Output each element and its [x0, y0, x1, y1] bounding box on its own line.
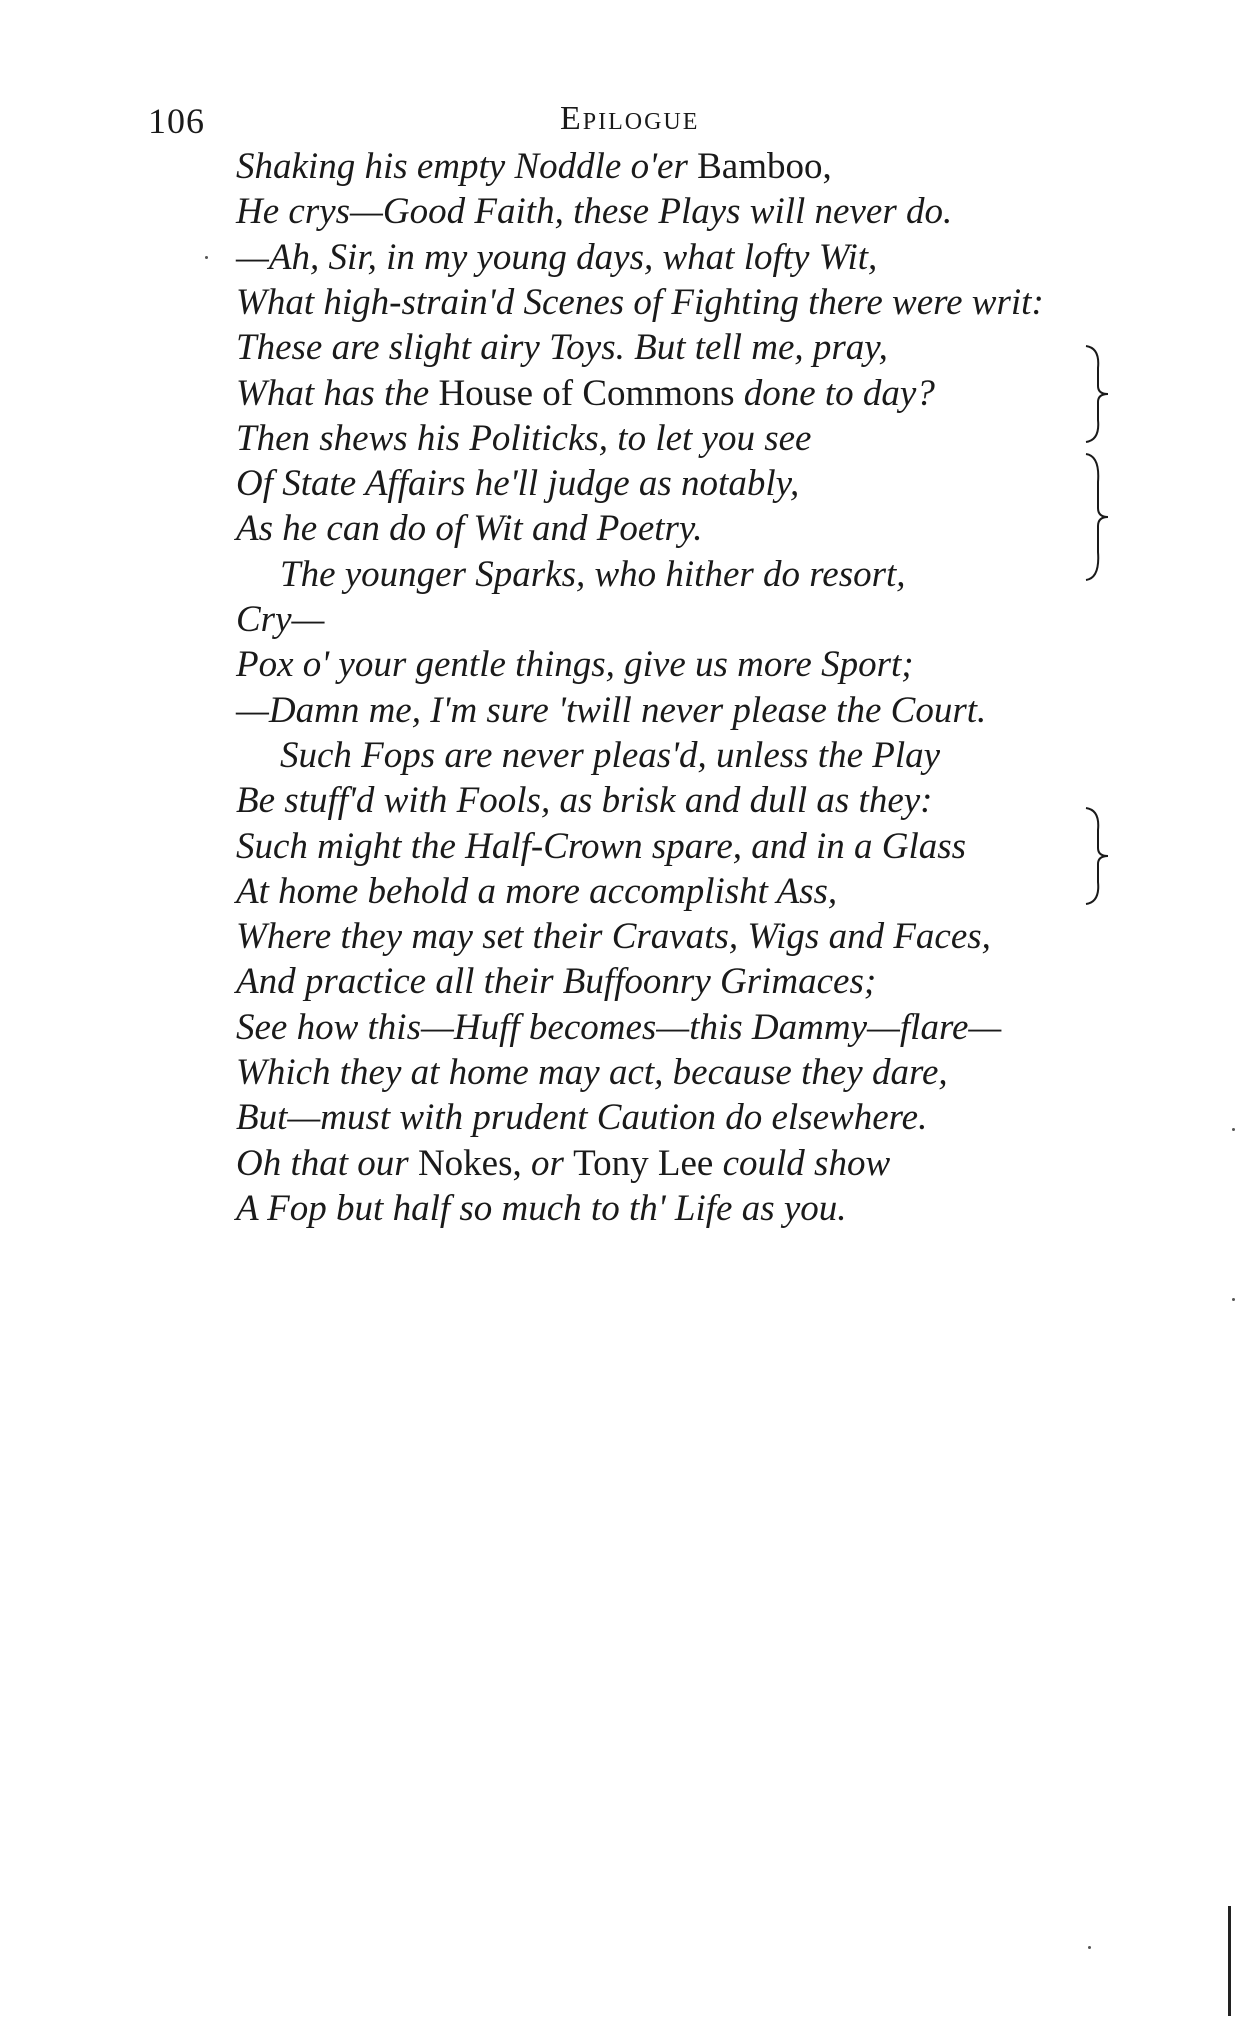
- roman-text: of: [533, 373, 583, 414]
- poem-line: [236, 284, 1044, 321]
- brace-quatrain: [1082, 452, 1112, 582]
- roman-text: Nokes,: [417, 1143, 522, 1184]
- scan-speck: [1088, 1946, 1091, 1949]
- italic-text: Oh that our: [236, 1143, 418, 1184]
- poem-line: [236, 375, 935, 412]
- poem-line: [236, 963, 876, 1000]
- poem-line: [236, 873, 837, 910]
- poem-line: [236, 510, 703, 547]
- running-head: Epilogue: [560, 100, 700, 137]
- italic-text: Then shews his Politicks, to let you see: [236, 418, 812, 459]
- poem-line: [236, 601, 324, 638]
- italic-text: could show: [713, 1143, 891, 1184]
- italic-text: These are slight airy Toys. But tell me, pray,: [236, 327, 888, 368]
- brace-triplet-2: [1082, 806, 1112, 906]
- poem-line: [236, 1190, 847, 1227]
- italic-text: done to day?: [734, 373, 935, 414]
- scan-speck: [205, 256, 208, 259]
- scan-speck: [1232, 1128, 1235, 1131]
- brace-triplet-1: [1082, 344, 1112, 444]
- italic-text: —Ah, Sir, in my young days, what lofty Wit,: [236, 237, 878, 278]
- page-number: 106: [148, 101, 205, 141]
- italic-text: Pox o' your gentle things, give us more Sport;: [236, 644, 914, 685]
- poem-line: [236, 465, 799, 502]
- italic-text: Cry—: [236, 599, 325, 640]
- italic-text: What high-strain'd Scenes of Fighting there were writ:: [236, 282, 1044, 323]
- italic-text: Shaking his empty Noddle o'er: [236, 146, 698, 187]
- italic-text: Be stuff'd with Fools, as brisk and dull as they:: [236, 780, 933, 821]
- italic-text: or: [521, 1143, 574, 1184]
- roman-text: House: [438, 373, 533, 414]
- poem-line: [236, 782, 933, 819]
- poem-line: [236, 918, 991, 955]
- poem-line: [280, 556, 906, 593]
- poem-line: [236, 1009, 1001, 1046]
- poem-line: [236, 1054, 948, 1091]
- italic-text: —Damn me, I'm sure 'twill never please the Court.: [236, 690, 987, 731]
- italic-text: As he can do of Wit and Poetry.: [236, 508, 703, 549]
- italic-text: A Fop but half so much to th' Life as you.: [236, 1188, 847, 1229]
- poem-line: [280, 737, 940, 774]
- italic-text: Such Fops are never pleas'd, unless the Play: [280, 735, 941, 776]
- italic-text: At home behold a more accomplisht Ass,: [236, 871, 838, 912]
- poem-line: [236, 239, 877, 276]
- italic-text: Where they may set their Cravats, Wigs and Faces,: [236, 916, 991, 957]
- italic-text: Of State Affairs he'll judge as notably,: [236, 463, 800, 504]
- italic-text: See how this—Huff becomes—this Dammy—flare—: [236, 1007, 1002, 1048]
- italic-text: He crys—Good Faith, these Plays will never do.: [236, 191, 953, 232]
- italic-text: But—must with prudent Caution do elsewhere.: [236, 1097, 928, 1138]
- poem-line: [236, 1099, 927, 1136]
- italic-text: The younger Sparks, who hither do resort,: [280, 554, 906, 595]
- page-edge-mark: [1228, 1906, 1231, 2016]
- scan-speck: [1232, 1298, 1235, 1301]
- italic-text: Such might the Half-Crown spare, and in a Glass: [236, 826, 967, 867]
- roman-text: Commons: [582, 373, 735, 414]
- poem-line: [236, 193, 952, 230]
- poem-line: [236, 1145, 890, 1182]
- italic-text: And practice all their Buffoonry Grimaces;: [236, 961, 877, 1002]
- italic-text: What has the: [236, 373, 439, 414]
- poem-line: [236, 148, 832, 185]
- roman-text: Tony Lee: [573, 1143, 714, 1184]
- poem-line: [236, 646, 914, 683]
- poem-line: [236, 329, 888, 366]
- poem-line: [236, 692, 986, 729]
- italic-text: Which they at home may act, because they dare,: [236, 1052, 948, 1093]
- roman-text: Bamboo,: [697, 146, 832, 187]
- poem-line: [236, 420, 811, 457]
- poem-line: [236, 828, 966, 865]
